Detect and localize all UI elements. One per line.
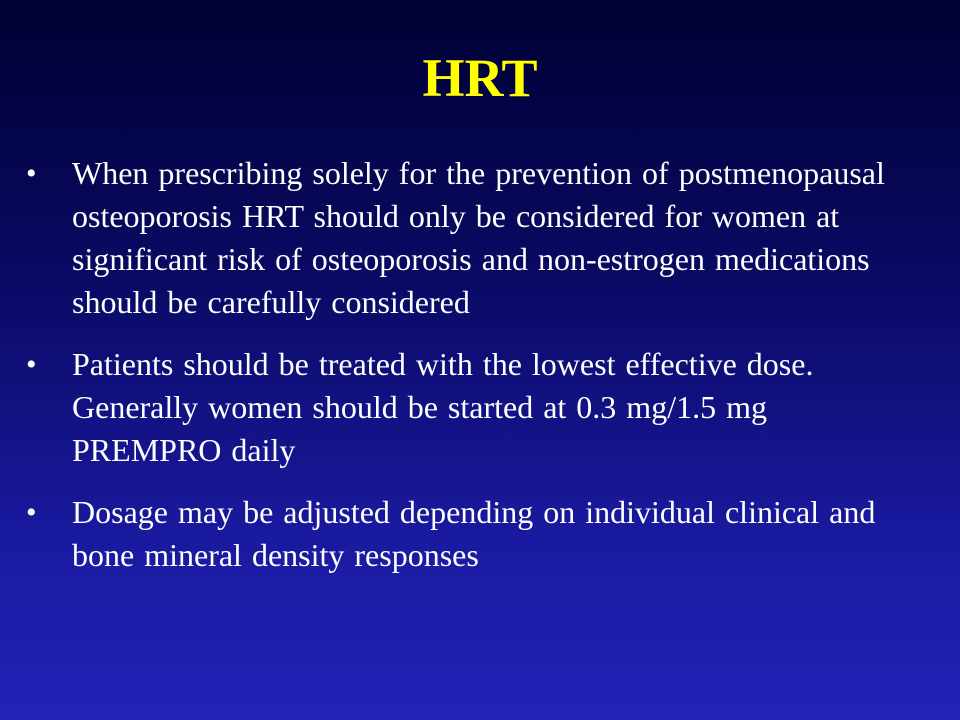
bullet-icon: • (26, 496, 37, 529)
bullet-text: Patients should be treated with the lowest effective dose. Generally women should be started at 0.3 mg/1.5 mg PREMPRO daily (72, 346, 814, 468)
slide-title: HRT (422, 48, 538, 108)
bullet-text: Dosage may be adjusted depending on individual clinical and bone mineral density responses (72, 494, 876, 573)
bullet-item (26, 491, 920, 577)
bullet-icon: • (26, 348, 37, 381)
bullet-item (26, 152, 920, 324)
bullet-icon: • (26, 157, 37, 190)
bullet-item (26, 343, 920, 472)
bullet-text: When prescribing solely for the prevention of postmenopausal osteoporosis HRT should only be considered for women at significant risk of osteoporosis and non-estrogen medications should be carefully considered (72, 155, 885, 320)
bullet-list (26, 152, 920, 596)
